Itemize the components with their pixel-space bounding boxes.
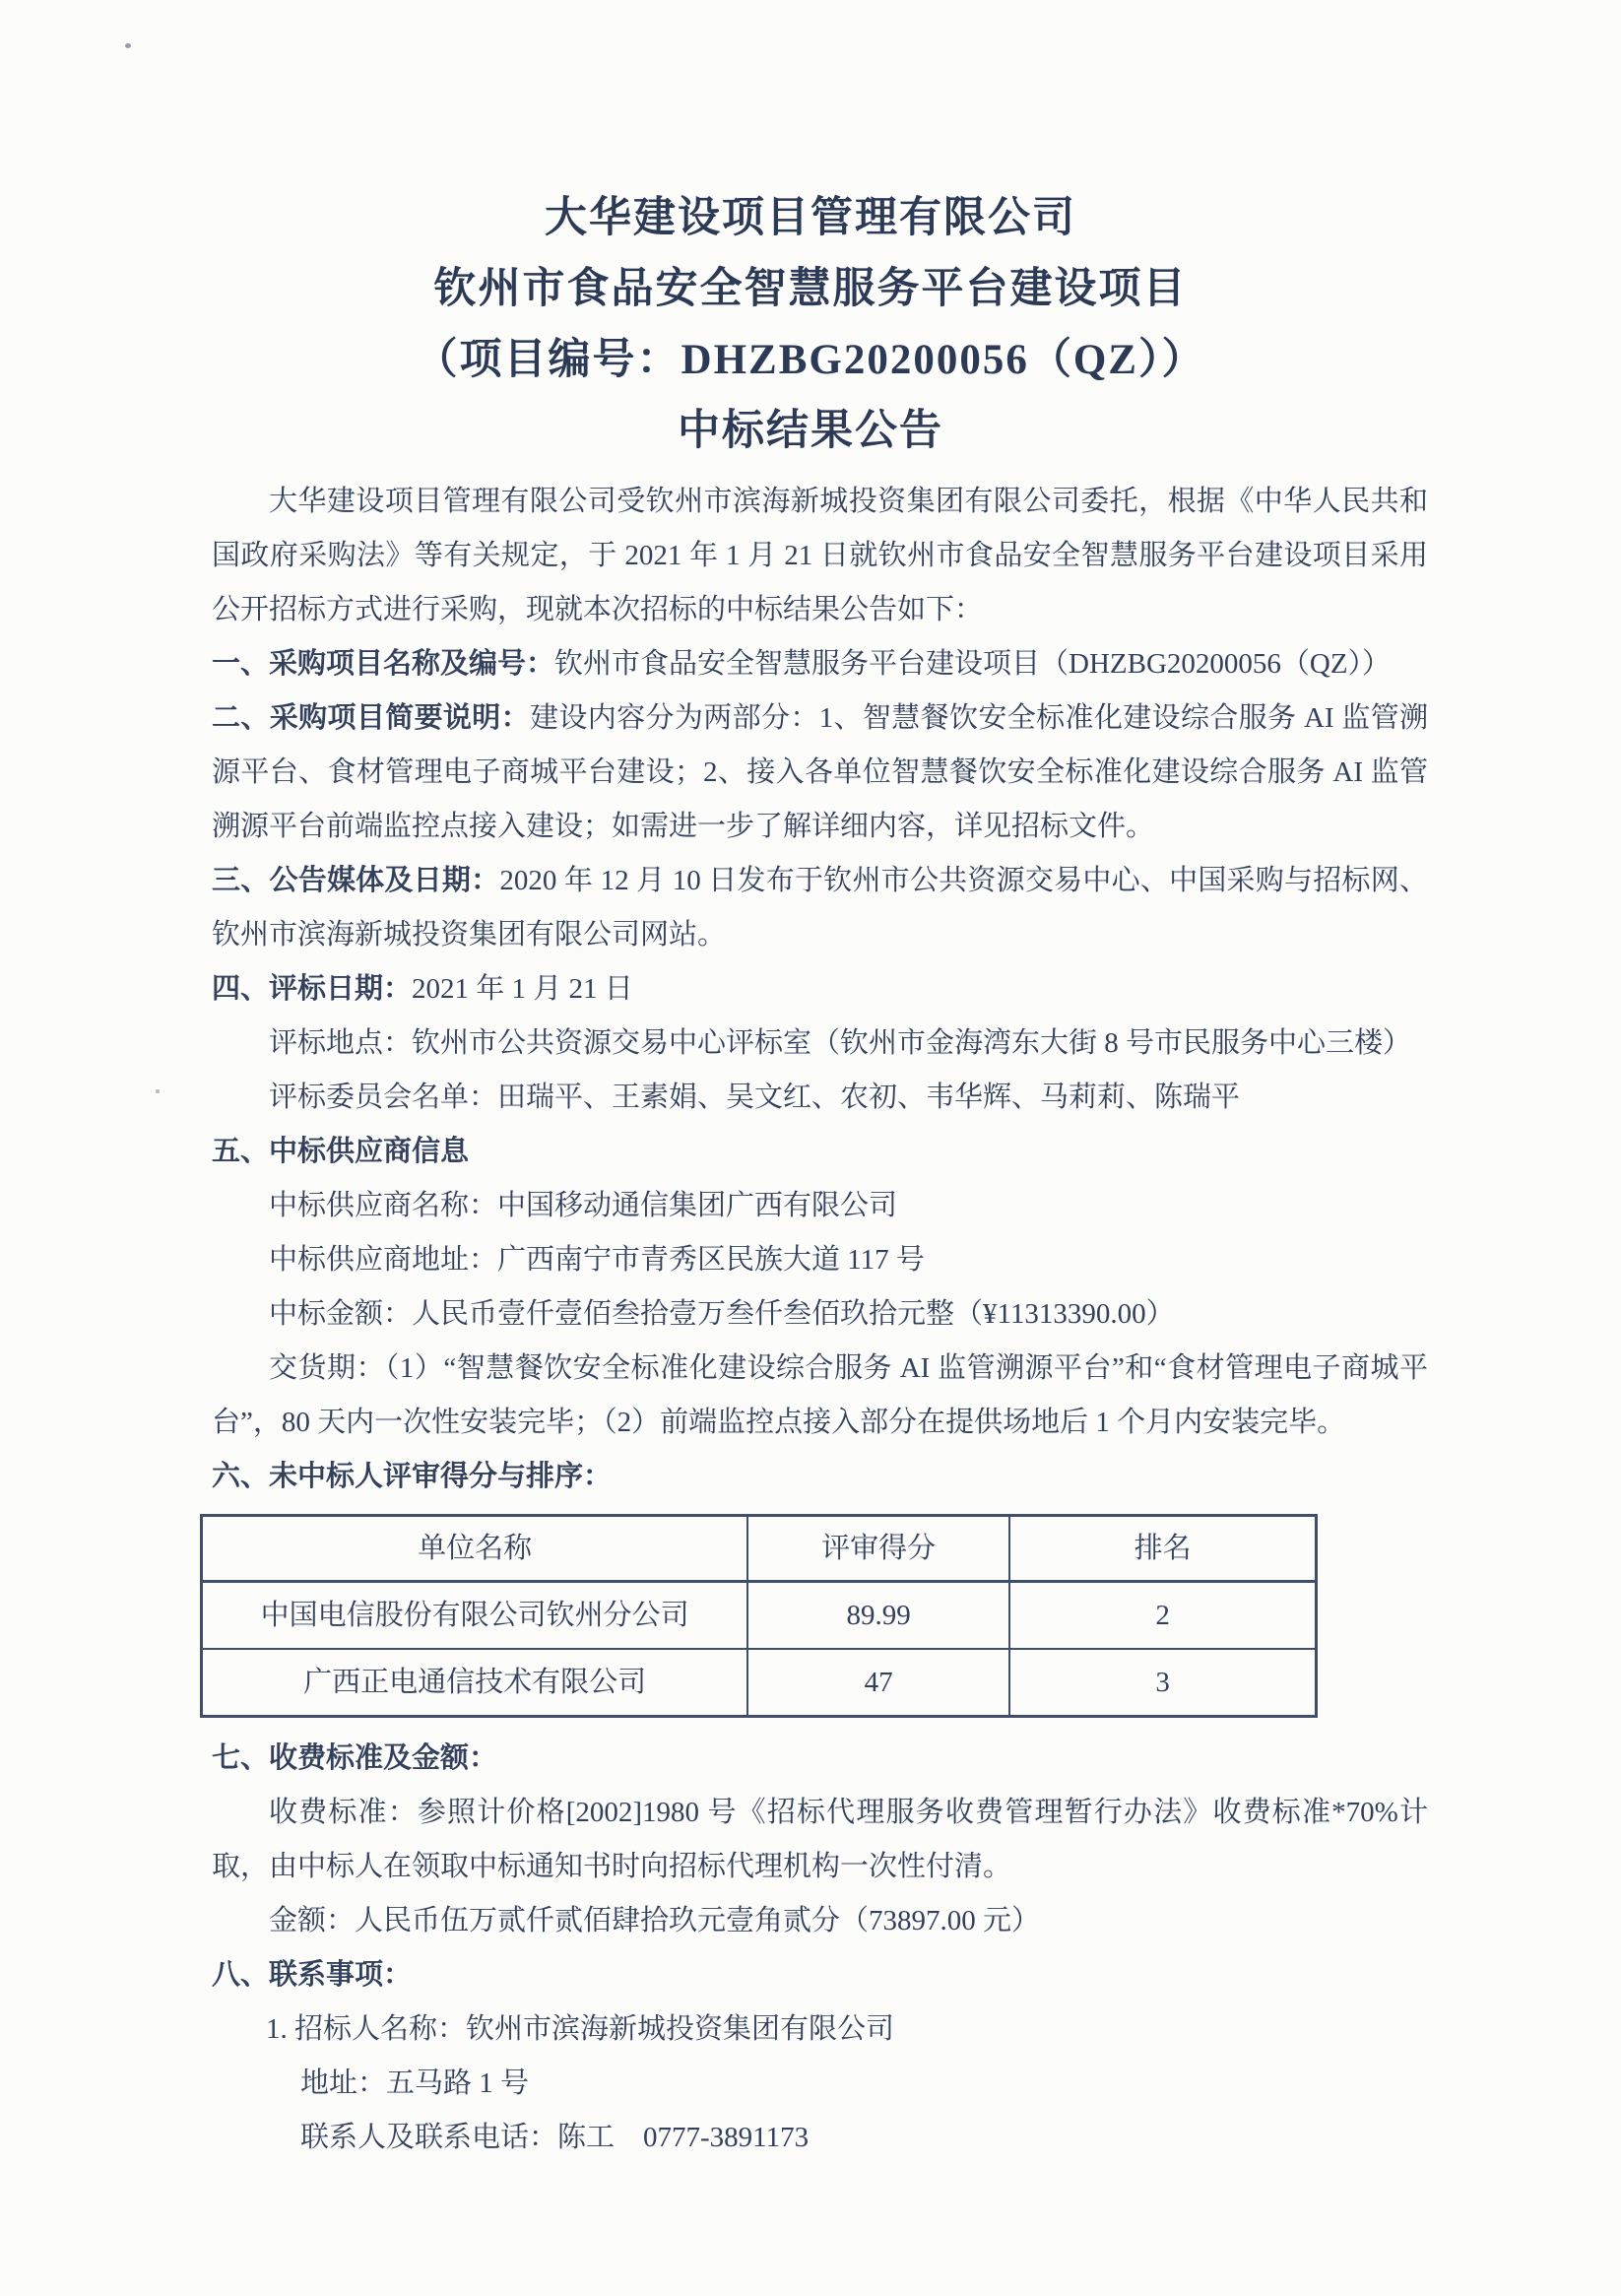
contact-line: 联系人及联系电话：陈工 0777-3891173 xyxy=(300,2122,810,2153)
tenderer-name-line: 1. 招标人名称：钦州市滨海新城投资集团有限公司 xyxy=(266,2013,895,2045)
cell-rank: 3 xyxy=(1009,1649,1316,1717)
cell-unit-name: 广西正电通信技术有限公司 xyxy=(202,1649,748,1717)
cell-score: 89.99 xyxy=(747,1582,1009,1650)
evaluation-committee-line: 评标委员会名单：田瑞平、王素娟、吴文红、农初、韦华辉、马莉莉、陈瑞平 xyxy=(269,1082,1241,1113)
scan-speck xyxy=(156,1089,160,1093)
title-announcement: 中标结果公告 xyxy=(678,408,943,454)
title-project-number: （项目编号：DHZBG20200056（QZ）） xyxy=(415,337,1206,383)
evaluation-venue-line: 评标地点：钦州市公共资源交易中心评标室（钦州市金海湾东大街 8 号市民服务中心三楼） xyxy=(269,1027,1412,1059)
section-2-text: 建设内容分为两部分：1、智慧餐饮安全标准化建设综合服务 AI 监管溯源平台、食材管理电子商城平台建设；2、接入各单位智慧餐饮安全标准化建设综合服务 AI 监管溯源平台前端监控点接入建设；如需进一步了解详细内容，详见招标文件。 xyxy=(212,702,1428,842)
score-table xyxy=(200,1514,1318,1718)
section-4-text: 2021 年 1 月 21 日 xyxy=(412,973,633,1005)
section-3-label: 三、公告媒体及日期： xyxy=(212,865,500,896)
cell-rank: 2 xyxy=(1009,1582,1316,1650)
section-5-heading: 五、中标供应商信息 xyxy=(212,1136,470,1167)
column-header-unit-name: 单位名称 xyxy=(202,1516,748,1582)
section-3-text: 2020 年 12 月 10 日发布于钦州市公共资源交易中心、中国采购与招标网、钦州市滨海新城投资集团有限公司网站。 xyxy=(212,865,1428,951)
table-row xyxy=(202,1649,1317,1717)
scan-speck xyxy=(125,43,131,48)
title-project: 钦州市食品安全智慧服务平台建设项目 xyxy=(433,266,1188,312)
section-3 xyxy=(212,854,1428,962)
supplier-address-line: 中标供应商地址：广西南宁市青秀区民族大道 117 号 xyxy=(269,1244,925,1276)
tenderer-address-line: 地址：五马路 1 号 xyxy=(300,2067,530,2099)
fee-amount-line: 金额：人民币伍万贰仟贰佰肆拾玖元壹角贰分（73897.00 元） xyxy=(269,1905,1041,1936)
section-4 xyxy=(212,962,1428,1017)
section-2-label: 二、采购项目简要说明： xyxy=(212,702,531,734)
delivery-terms-paragraph: 交货期：（1）“智慧餐饮安全标准化建设综合服务 AI 监管溯源平台”和“食材管理电子商城平台”，80 天内一次性安装完毕；（2）前端监控点接入部分在提供场地后 1 个月内安装完毕。 xyxy=(212,1352,1428,1438)
column-header-rank: 排名 xyxy=(1009,1516,1316,1582)
section-1-text: 钦州市食品安全智慧服务平台建设项目（DHZBG20200056（QZ）） xyxy=(554,648,1392,680)
title-company: 大华建设项目管理有限公司 xyxy=(545,195,1076,241)
supplier-name-line: 中标供应商名称：中国移动通信集团广西有限公司 xyxy=(269,1190,898,1221)
section-8-heading: 八、联系事项： xyxy=(212,1959,413,1991)
section-4-label: 四、评标日期： xyxy=(212,973,413,1005)
cell-unit-name: 中国电信股份有限公司钦州分公司 xyxy=(202,1582,748,1650)
section-1-label: 一、采购项目名称及编号： xyxy=(212,648,555,680)
cell-score: 47 xyxy=(747,1649,1009,1717)
table-row xyxy=(202,1582,1317,1650)
score-table-header-row xyxy=(202,1516,1317,1582)
section-2 xyxy=(212,691,1428,854)
section-1 xyxy=(212,637,1428,691)
fee-standard-paragraph: 收费标准：参照计价格[2002]1980 号《招标代理服务收费管理暂行办法》收费标准*70%计取，由中标人在领取中标通知书时向招标代理机构一次性付清。 xyxy=(212,1797,1428,1882)
section-7-heading: 七、收费标准及金额： xyxy=(212,1742,498,1774)
award-amount-line: 中标金额：人民币壹仟壹佰叁拾壹万叁仟叁佰玖拾元整（¥11313390.00） xyxy=(269,1298,1175,1330)
document-body xyxy=(212,475,1428,2165)
document-header xyxy=(0,0,1621,467)
intro-paragraph: 大华建设项目管理有限公司受钦州市滨海新城投资集团有限公司委托，根据《中华人民共和国政府采购法》等有关规定，于 2021 年 1 月 21 日就钦州市食品安全智慧服务平台建设项目采用公开招标方式进行采购，现就本次招标的中标结果公告如下： xyxy=(212,486,1428,625)
column-header-score: 评审得分 xyxy=(747,1516,1009,1582)
section-6-heading: 六、未中标人评审得分与排序： xyxy=(212,1461,613,1492)
